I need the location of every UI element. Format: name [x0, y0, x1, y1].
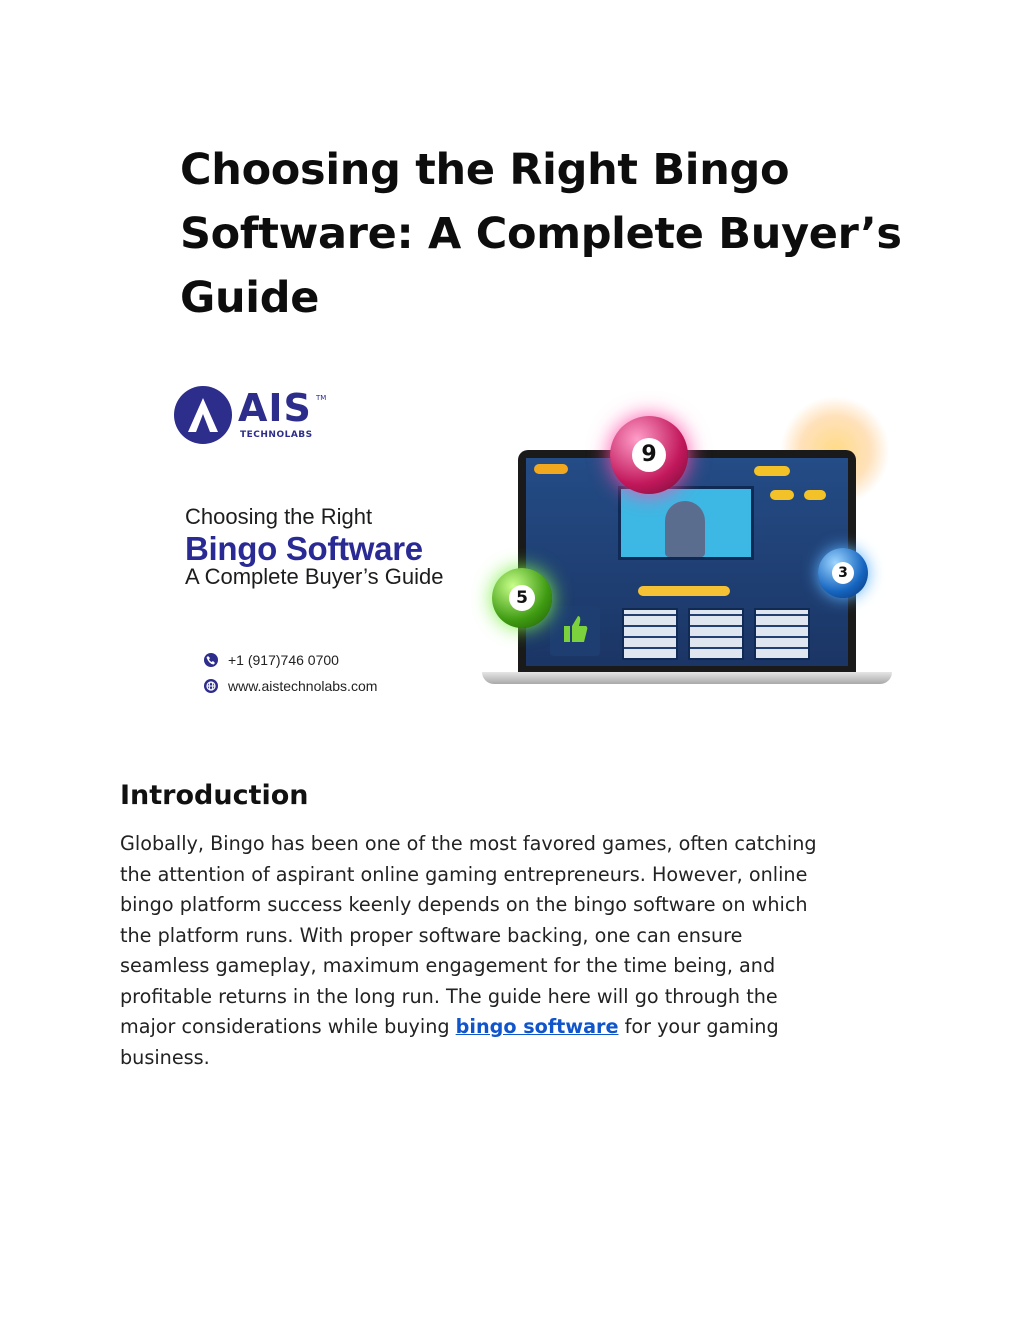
- logo-trademark: TM: [316, 394, 327, 402]
- company-logo: [172, 384, 332, 446]
- buy-card-pill: [770, 490, 794, 500]
- bingo-card: [622, 608, 678, 660]
- paragraph-text: for your gaming: [618, 1015, 779, 1038]
- ball-number: 3: [832, 562, 854, 584]
- section-heading: Introduction: [120, 780, 309, 811]
- website-url: www.aistechnolabs.com: [228, 678, 378, 694]
- paragraph-line: profitable returns in the long run. The guide here will go through the: [120, 984, 778, 1008]
- document-title: [180, 138, 940, 330]
- paragraph-line: Globally, Bingo has been one of the most favored games, often catching: [120, 832, 817, 855]
- paragraph-line: bingo platform success keenly depends on the bingo software on which: [120, 893, 808, 916]
- bingo-game-screen: [526, 458, 848, 666]
- paragraph-text: major considerations while buying: [120, 1015, 456, 1038]
- bingo-ball-3: [818, 548, 868, 598]
- logo-subtext: TECHNOLABS: [240, 430, 313, 440]
- bingo-ball-9: [610, 416, 688, 494]
- banner-phone: [204, 652, 339, 668]
- ball-number: 5: [509, 585, 535, 611]
- bingo-card: [688, 608, 744, 660]
- banner-heading-line1: Choosing the Right: [185, 504, 373, 529]
- phone-number: +1 (917)746 0700: [228, 652, 339, 668]
- wallet-pill: [754, 466, 790, 476]
- bingo-software-link[interactable]: bingo software: [455, 1015, 619, 1038]
- paragraph-line: the attention of aspirant online gaming entrepreneurs. However, online: [120, 862, 808, 886]
- paragraph-line: the platform runs. With proper software backing, one can ensure: [120, 923, 743, 947]
- globe-icon: [204, 679, 218, 693]
- banner-image: [170, 372, 900, 712]
- bingo-ball-5: [492, 568, 552, 628]
- host-figure: [665, 501, 705, 557]
- logo-text: AIS: [238, 386, 312, 430]
- title-line: Choosing the Right Bingo: [180, 145, 790, 195]
- host-video: [618, 486, 754, 560]
- banner-website: [204, 678, 377, 694]
- side-pill: [804, 490, 826, 500]
- laptop-base: [482, 672, 892, 684]
- thumbs-up-icon: [550, 606, 600, 656]
- called-numbers-strip: [638, 586, 730, 596]
- paragraph-line: [120, 1012, 920, 1043]
- logo-mark-icon: [174, 386, 232, 444]
- laptop-screen-frame: [518, 450, 856, 672]
- banner-heading-line2: Bingo Software: [185, 530, 423, 567]
- phone-icon: [204, 653, 218, 667]
- title-line: Guide: [180, 273, 320, 323]
- ball-number: 9: [632, 438, 666, 472]
- title-line: Software: A Complete Buyer’s: [180, 209, 902, 259]
- game-logo: [534, 464, 568, 474]
- bingo-card: [754, 608, 810, 660]
- intro-paragraph: [120, 829, 920, 1073]
- paragraph-line: seamless gameplay, maximum engagement for the time being, and: [120, 954, 776, 977]
- banner-heading-line3: A Complete Buyer’s Guide: [185, 564, 444, 589]
- paragraph-line: business.: [120, 1045, 210, 1069]
